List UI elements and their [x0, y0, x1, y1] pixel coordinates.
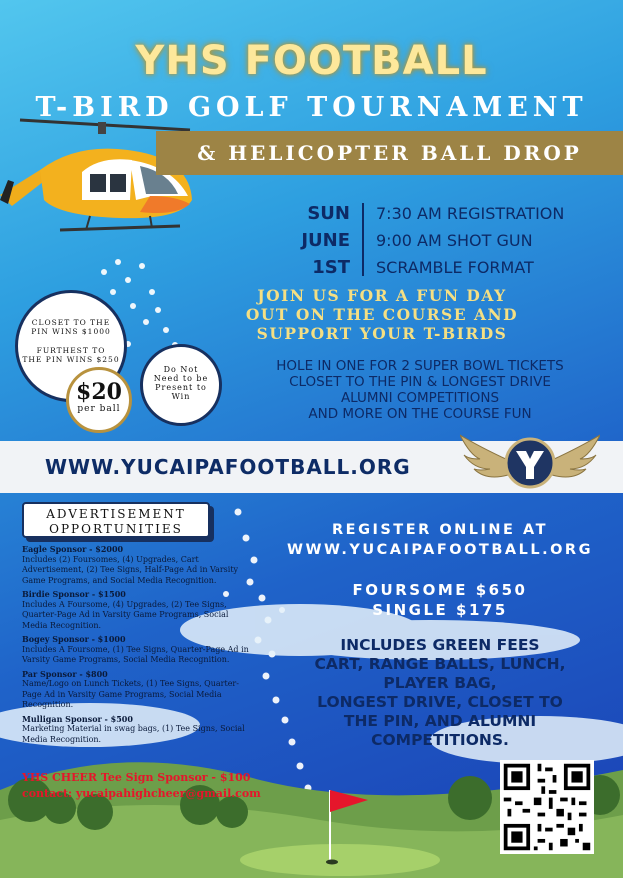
cheer-contact-email[interactable]: contact: yucaipahighcheer@gmail.com	[22, 787, 261, 800]
foursome-price: FOURSOME $650	[352, 581, 528, 599]
includes-line4: LONGEST DRIVE, CLOSET TO	[317, 693, 563, 711]
ad-heading-line1: ADVERTISEMENT	[46, 507, 186, 521]
register-line1: REGISTER ONLINE AT	[332, 522, 548, 538]
join-us-message	[222, 286, 542, 343]
highlight-closest-pin: CLOSET TO THE PIN & LONGEST DRIVE	[289, 374, 551, 390]
event-highlights	[230, 358, 610, 422]
schedule-divider	[362, 203, 364, 276]
highlight-more-fun: AND MORE ON THE COURSE FUN	[308, 406, 532, 422]
sponsor-name: Eagle Sponsor - $2000	[22, 544, 124, 554]
sponsor-name: Bogey Sponsor - $1000	[22, 634, 126, 644]
cheer-sponsor-offer: YHS CHEER Tee Sign Sponsor - $100	[22, 771, 251, 784]
join-line-1: JOIN US FOR A FUN DAY	[257, 286, 507, 305]
event-day: SUN	[307, 203, 350, 224]
present-line4: Win	[171, 392, 191, 401]
helicopter-illustration	[0, 100, 200, 260]
prize2-line1: FURTHEST TO	[36, 346, 106, 355]
event-date	[288, 200, 350, 281]
pricing	[275, 580, 605, 620]
single-price: SINGLE $175	[372, 601, 508, 619]
event-month: JUNE	[301, 230, 350, 251]
website-url[interactable]: WWW.YUCAIPAFOOTBALL.ORG	[45, 455, 411, 479]
event-date-number: 1ST	[312, 257, 350, 278]
includes-line1: INCLUDES GREEN FEES	[340, 636, 540, 654]
cheer-sponsor	[22, 770, 272, 802]
ball-price-circle	[66, 367, 132, 433]
present-to-win-circle	[140, 344, 222, 426]
join-line-2: OUT ON THE COURSE AND	[245, 305, 519, 324]
sponsor-description: Name/Logo on Lunch Tickets, (1) Tee Signs, Quarter-Page Ad in Varsity Game Programs, Social Media Recognition.	[22, 679, 239, 709]
sponsor-description: Marketing Material in swag bags, (1) Tee Signs, Social Media Recognition.	[22, 724, 245, 744]
banner-text: & HELICOPTER BALL DROP	[197, 141, 582, 165]
prize2-line2: THE PIN WINS $250	[22, 355, 120, 364]
advertisement-heading	[22, 502, 210, 538]
registration-time: 7:30 AM REGISTRATION	[376, 204, 565, 223]
qr-code-icon[interactable]	[500, 760, 594, 854]
winged-y-logo-icon	[460, 425, 600, 495]
sponsor-name: Par Sponsor - $800	[22, 668, 108, 679]
includes-line5: THE PIN, AND ALUMNI	[343, 712, 537, 730]
sponsor-name: Mulligan Sponsor - $500	[22, 713, 133, 724]
register-online	[275, 520, 605, 560]
sponsor-description: Includes A Foursome, (1) Tee Signs, Quarter-Page Ad in Varsity Game Programs, Social Media Recognition.	[22, 644, 249, 664]
tournament-format: SCRAMBLE FORMAT	[376, 258, 534, 277]
shotgun-time: 9:00 AM SHOT GUN	[376, 231, 533, 250]
includes-list	[275, 636, 605, 750]
event-schedule	[376, 200, 564, 281]
sponsor-description: Includes (2) Foursomes, (4) Upgrades, Cart Advertisement, (2) Tee Signs, Half-Page Ad in Varsity Game Programs, and Social Media Recognition.	[22, 554, 239, 585]
join-line-3: SUPPORT YOUR T-BIRDS	[256, 324, 508, 343]
present-line2: Need to be	[153, 374, 209, 383]
title-golf-tournament: T-BIRD GOLF TOURNAMENT	[35, 92, 588, 123]
includes-line2: CART, RANGE BALLS, LUNCH,	[314, 655, 566, 673]
ad-heading-line2: OPPORTUNITIES	[49, 522, 183, 536]
highlight-alumni: ALUMNI COMPETITIONS	[340, 390, 500, 406]
register-url[interactable]: WWW.YUCAIPAFOOTBALL.ORG	[287, 542, 593, 558]
includes-line3: PLAYER BAG,	[383, 674, 497, 692]
present-line3: Present to	[155, 383, 207, 392]
present-line1: Do Not	[163, 365, 199, 374]
title-yhs-football: YHS FOOTBALL	[135, 38, 488, 84]
sponsor-list	[22, 543, 252, 748]
helicopter-ball-drop-banner	[156, 131, 623, 175]
sponsor-name: Birdie Sponsor - $1500	[22, 589, 126, 599]
sponsor-description: Includes A Foursome, (4) Upgrades, (2) Tee Signs, Quarter-Page Ad in Varsity Game Programs, Social Media Recognition.	[22, 599, 229, 630]
highlight-hole-in-one: HOLE IN ONE FOR 2 SUPER BOWL TICKETS	[276, 358, 564, 374]
ball-price: $20	[76, 379, 122, 405]
ball-price-unit: per ball	[77, 404, 121, 414]
prize1-line2: PIN WINS $1000	[31, 327, 111, 336]
prize1-line1: CLOSET TO THE	[31, 318, 111, 327]
includes-line6: COMPETITIONS.	[371, 731, 509, 749]
